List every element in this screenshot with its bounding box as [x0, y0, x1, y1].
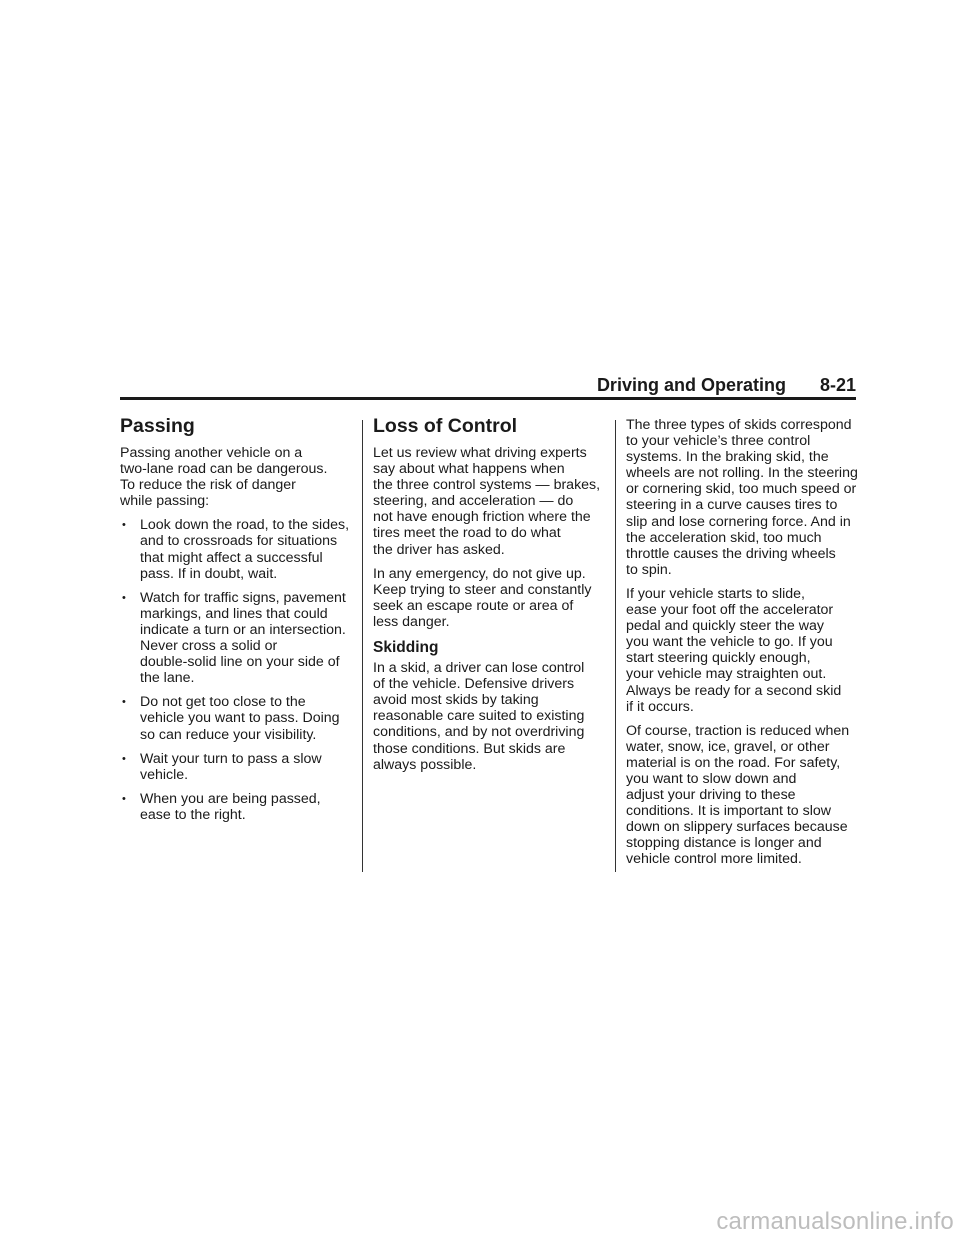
running-header [120, 372, 856, 396]
list-item-text: Do not get too close to the vehicle you want to pass. Doing so can reduce your visibility. [140, 694, 340, 743]
column-divider [362, 420, 363, 872]
skidding-paragraph: In a skid, a driver can lose control of the vehicle. Defensive drivers avoid most skids by taking reasonable care suited to existing conditions, and by not overdriving those conditions. But skids are always possible. [373, 660, 585, 773]
column-skid-types [626, 417, 864, 876]
heading-passing: Passing [120, 415, 195, 437]
passing-intro: Passing another vehicle on a two-lane road can be dangerous. To reduce the risk of danger while passing: [120, 445, 328, 510]
page-number: 8-21 [819, 375, 856, 395]
bullet-icon: • [122, 519, 126, 532]
header-rule [120, 397, 856, 400]
list-item [120, 791, 358, 823]
bullet-icon: • [122, 591, 126, 604]
list-item-text: When you are being passed, ease to the right. [140, 790, 321, 823]
bullet-icon: • [122, 696, 126, 709]
heading-loss-of-control: Loss of Control [373, 415, 518, 437]
section-title: Driving and Operating [596, 375, 786, 395]
slide-recovery-paragraph: If your vehicle starts to slide, ease your foot off the accelerator pedal and quickly steer the way you want the vehicle to go. If you start steering quickly enough, your vehicle may straighten out. Always be ready for a second skid if it occurs. [626, 585, 842, 715]
skid-types-paragraph: The three types of skids correspond to your vehicle’s three control systems. In the braking skid, the wheels are not rolling. In the steering or cornering skid, too much speed or steering in a curve causes tires to slip and lose cornering force. And in the acceleration skid, too much throttle causes the driving wheels to spin. [626, 417, 858, 578]
bullet-icon: • [122, 752, 126, 765]
list-item [120, 751, 358, 783]
list-item-text: Wait your turn to pass a slow vehicle. [140, 750, 322, 783]
list-item [120, 517, 358, 581]
watermark-text: carmanualsonline.info [716, 1208, 954, 1235]
subheading-skidding: Skidding [373, 639, 439, 657]
list-item-text: Look down the road, to the sides, and to crossroads for situations that might affect a successful pass. If in doubt, wait. [140, 517, 350, 582]
bullet-icon: • [122, 792, 126, 805]
loss-of-control-paragraph-1: Let us review what driving experts say about what happens when the three control systems — brakes, steering, and acceleration — do not have enough friction where the tires meet the road to do what the driver has asked. [373, 445, 601, 558]
column-passing [120, 414, 358, 831]
list-item [120, 590, 358, 687]
passing-bullet-list [120, 517, 358, 823]
list-item [120, 694, 358, 742]
loss-of-control-paragraph-2: In any emergency, do not give up. Keep trying to steer and constantly seek an escape route or area of less danger. [373, 565, 592, 630]
list-item-text: Watch for traffic signs, pavement markings, and lines that could indicate a turn or an intersection. Never cross a solid or double-solid line on your side of the lane. [140, 589, 346, 687]
column-divider [615, 420, 616, 872]
column-loss-of-control [373, 414, 611, 781]
traction-paragraph: Of course, traction is reduced when water, snow, ice, gravel, or other material is on the road. For safety, you want to slow down and adjust your driving to these conditions. It is important to slow down on slippery surfaces because stopping distance is longer and vehicle control more limited. [626, 722, 850, 868]
